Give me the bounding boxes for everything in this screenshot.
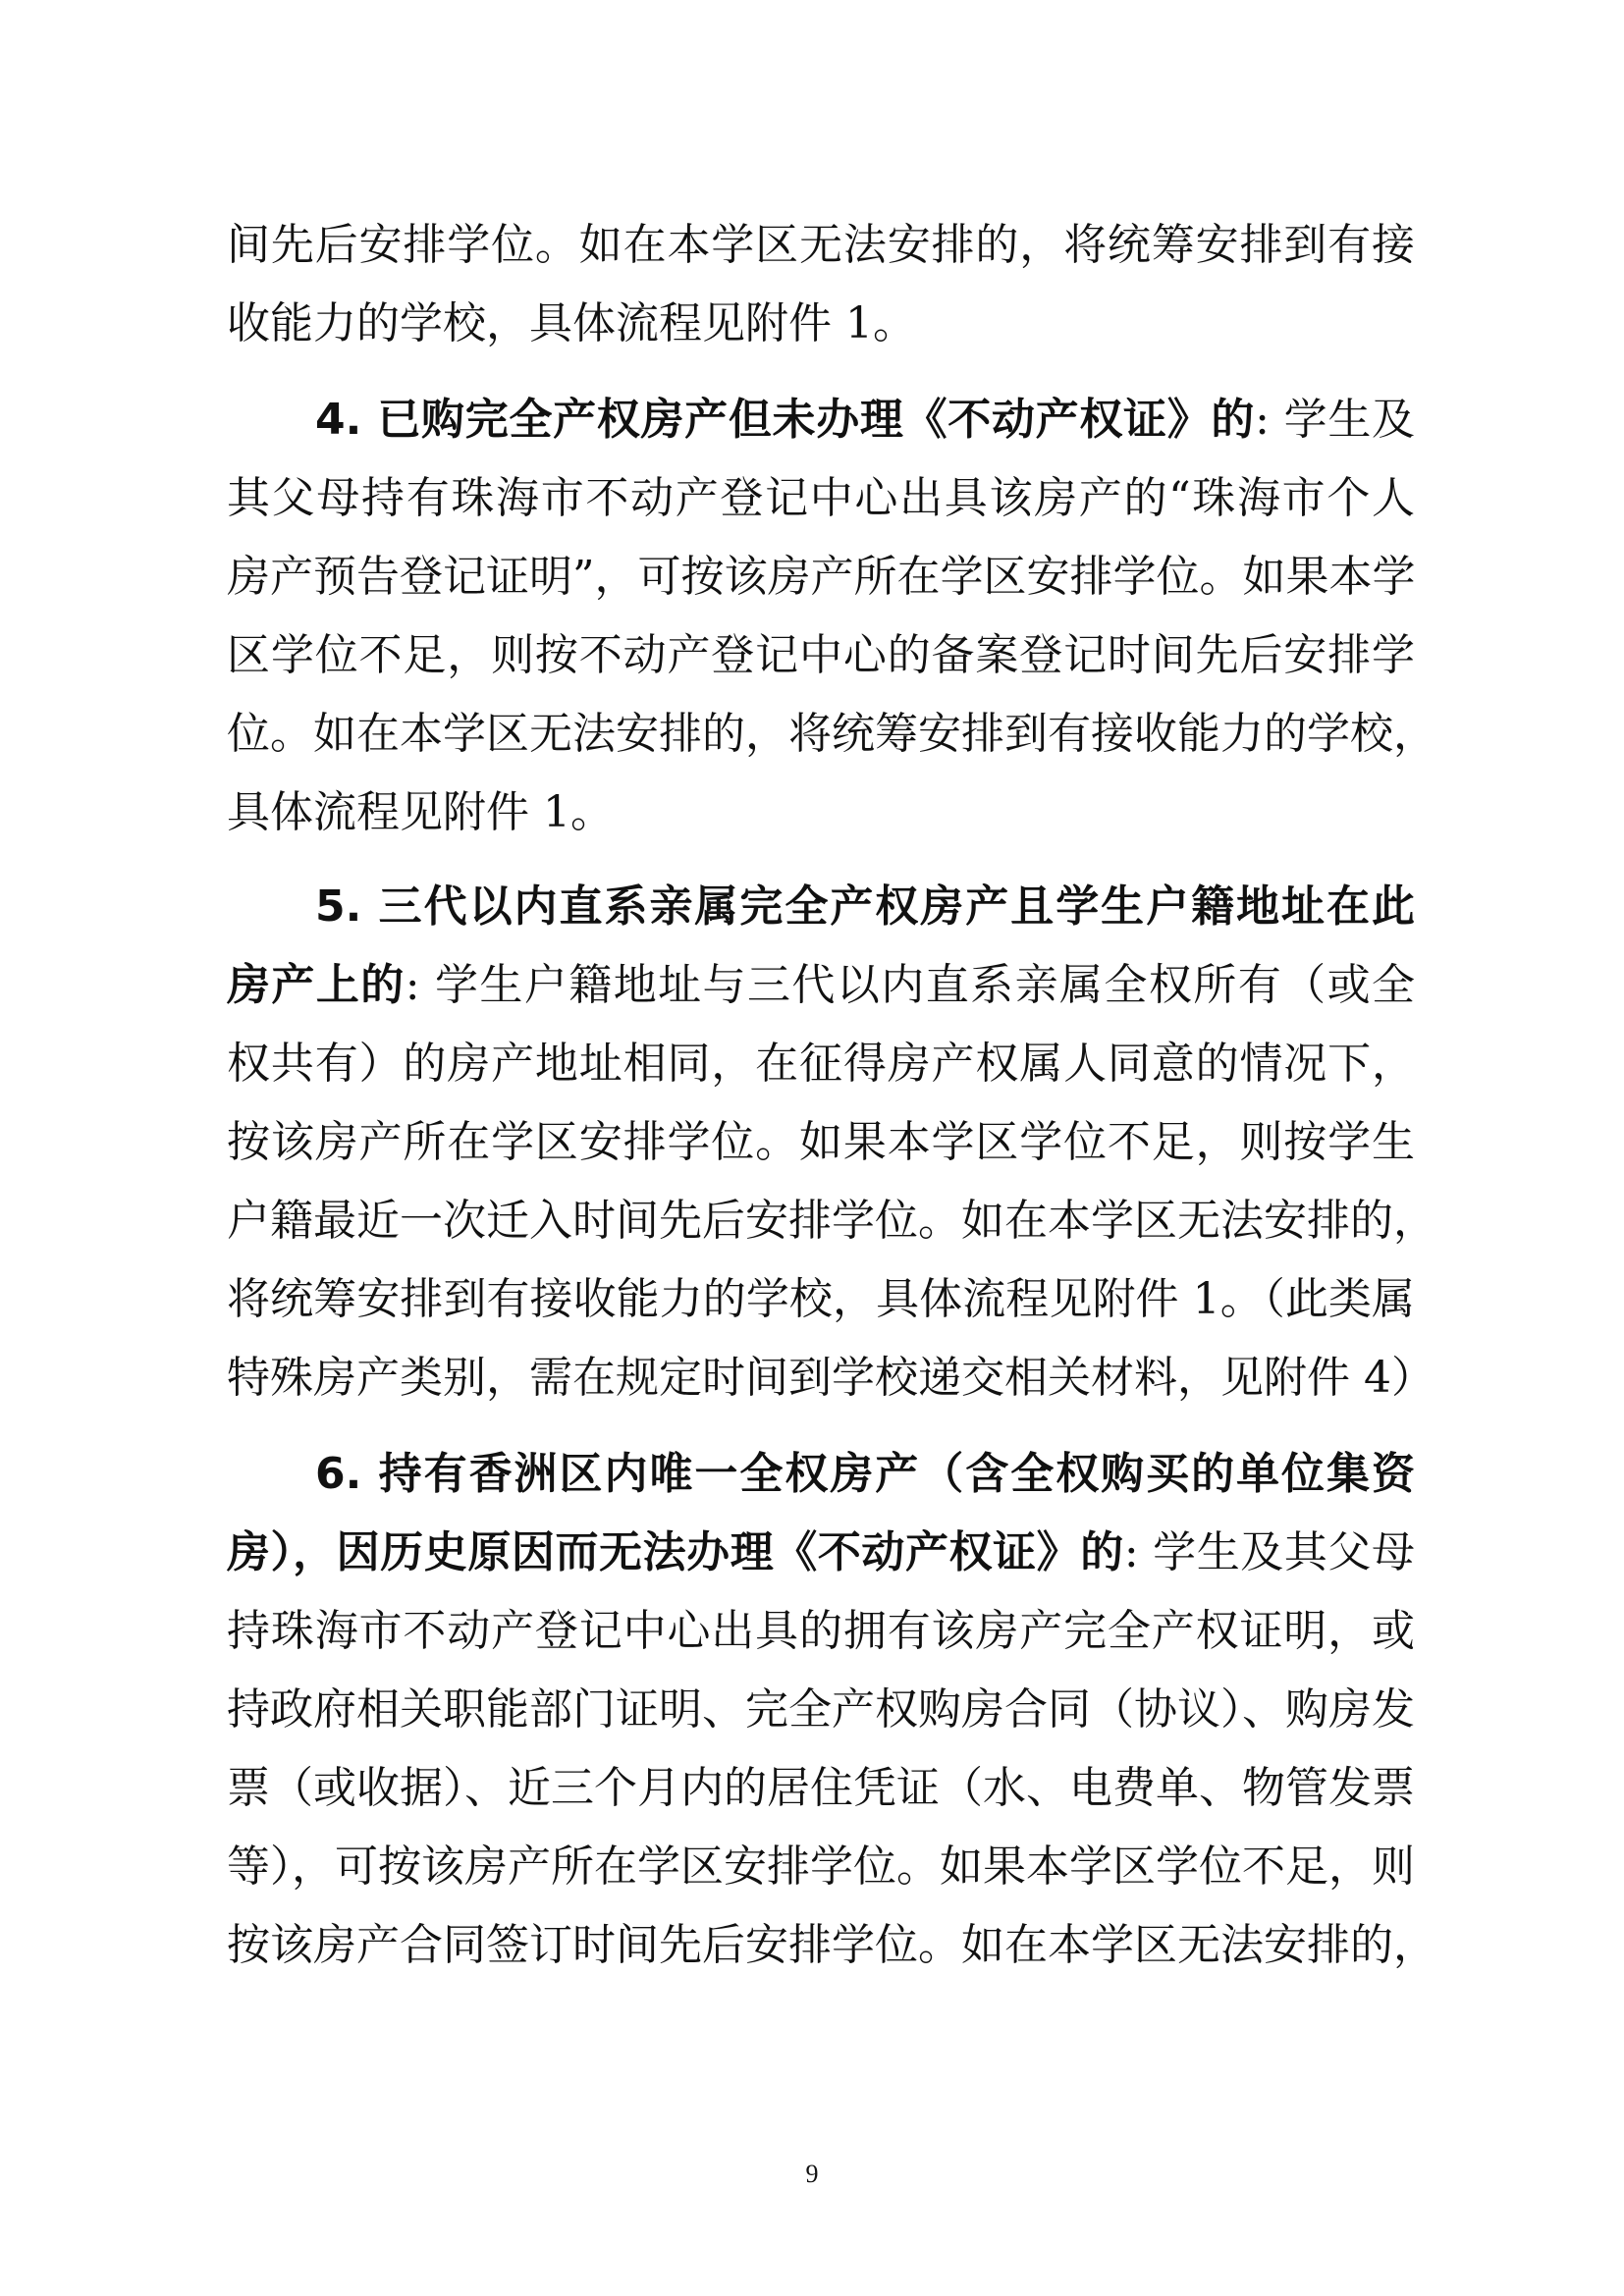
paragraph-line: 持政府相关职能部门证明、完全产权购房合同（协议）、购房发 — [227, 1684, 1415, 1735]
item-6-heading-line — [315, 1435, 1415, 1514]
paragraph-line: 具体流程见附件 1。 — [227, 787, 614, 837]
paragraph-line: 按该房产所在学区安排学位。如果本学区学位不足，则按学生 — [227, 1117, 1415, 1167]
paragraph-line: 房产预告登记证明”，可按该房产所在学区安排学位。如果本学 — [227, 552, 1416, 602]
item-5-heading-cont: 房产上的: 学生户籍地址与三代以内直系亲属全权所有（或全 — [227, 960, 1416, 1010]
item-4-heading: 4. 已购完全产权房产但未办理《不动产权证》的 — [315, 395, 1256, 445]
item-5-heading: 5. 三代以内直系亲属完全产权房产且学生户籍地址在此 — [315, 881, 1415, 932]
paragraph-line: 户籍最近一次迁入时间先后安排学位。如在本学区无法安排的， — [227, 1196, 1436, 1246]
item-4-heading-line: 4. 已购完全产权房产但未办理《不动产权证》的: 学生及 — [315, 395, 1416, 445]
paragraph-line: 间先后安排学位。如在本学区无法安排的，将统筹安排到有接 — [227, 220, 1415, 270]
paragraph-line: 区学位不足，则按不动产登记中心的备案登记时间先后安排学 — [227, 630, 1415, 680]
paragraph-line: 位。如在本学区无法安排的，将统筹安排到有接收能力的学校， — [227, 709, 1436, 759]
paragraph-line: 收能力的学校，具体流程见附件 1。 — [227, 298, 916, 348]
paragraph-line: 票（或收据）、近三个月内的居住凭证（水、电费单、物管发票 — [227, 1763, 1415, 1813]
paragraph-line: 权共有）的房产地址相同，在征得房产权属人同意的情况下， — [227, 1039, 1415, 1089]
item-6-heading: 6. 持有香洲区内唯一全权房产（含全权购买的单位集资 — [315, 1449, 1415, 1499]
paragraph-line: 持珠海市不动产登记中心出具的拥有该房产完全产权证明，或 — [227, 1606, 1415, 1656]
page-number: 9 — [805, 2160, 819, 2188]
paragraph-line: 将统筹安排到有接收能力的学校，具体流程见附件 1。（此类属 — [227, 1274, 1415, 1324]
paragraph-line: 等），可按该房产所在学区安排学位。如果本学区学位不足，则 — [227, 1842, 1415, 1892]
paragraph-line: 按该房产合同签订时间先后安排学位。如在本学区无法安排的， — [227, 1920, 1436, 1970]
item-5-heading-line — [315, 868, 1415, 946]
item-6-heading-cont: 房），因历史原因而无法办理《不动产权证》的: 学生及其父母 — [227, 1527, 1415, 1577]
paragraph-line: 其父母持有珠海市不动产登记中心出具该房产的“珠海市个人 — [227, 473, 1415, 523]
paragraph-line: 特殊房产类别，需在规定时间到学校递交相关材料，见附件 4） — [227, 1353, 1435, 1403]
